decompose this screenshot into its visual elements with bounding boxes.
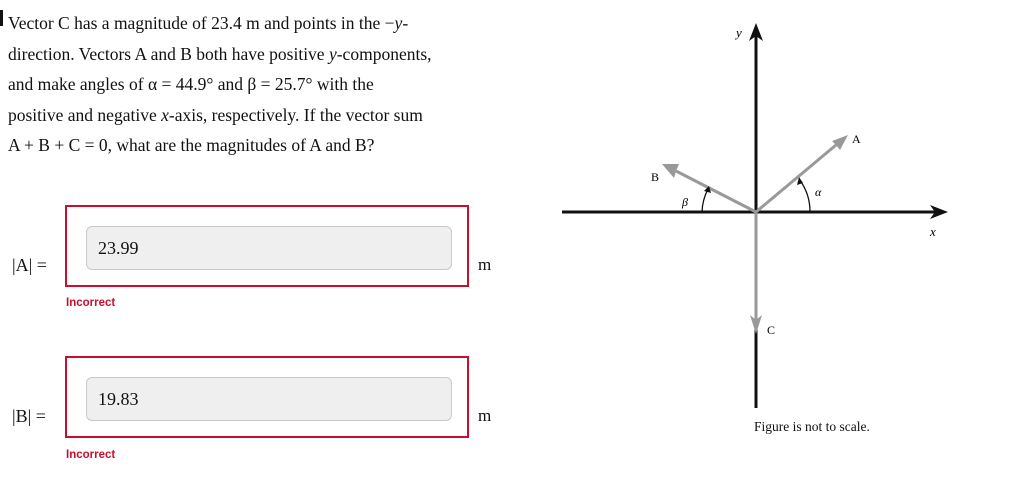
figure-caption: Figure is not to scale.: [754, 419, 870, 434]
answer-b-label: |B| =: [12, 406, 46, 426]
answer-b-input[interactable]: [86, 377, 452, 421]
question-marker: [0, 10, 3, 26]
question-text: [8, 8, 508, 161]
answer-b-box: [65, 356, 469, 438]
question-line-4: positive and negative x-axis, respectively. If the vector sum: [8, 104, 423, 125]
question-line-5: A + B + C = 0, what are the magnitudes of A and B?: [8, 135, 375, 155]
vector-diagram: [555, 20, 965, 430]
vector-c-label: C: [767, 323, 776, 337]
x-axis-label: x: [930, 224, 936, 239]
vector-b-line: [676, 171, 756, 212]
answer-b-feedback: Incorrect: [66, 449, 116, 461]
vector-b-label: B: [651, 170, 660, 184]
question-line-1: Vector C has a magnitude of 23.4 m and points in the −y-: [8, 13, 409, 33]
answer-b-unit: m: [478, 406, 492, 425]
answer-a-unit: m: [478, 255, 492, 274]
answer-a-feedback: Incorrect: [66, 297, 116, 309]
question-line-3: and make angles of α = 44.9° and β = 25.7° with the: [8, 74, 374, 94]
y-axis-label: y: [736, 25, 742, 40]
angle-alpha-label: α: [815, 185, 822, 199]
answer-a-box: [65, 205, 469, 287]
angle-beta-arc: [702, 189, 708, 212]
answer-a-label: |A| =: [12, 255, 47, 275]
vector-a-line: [756, 145, 836, 212]
question-line-2: direction. Vectors A and B both have positive y-components,: [8, 43, 432, 64]
angle-alpha-arc: [799, 179, 810, 212]
vector-a-label: A: [852, 132, 861, 146]
angle-beta-label: β: [682, 195, 688, 209]
answer-a-input[interactable]: [86, 226, 452, 270]
